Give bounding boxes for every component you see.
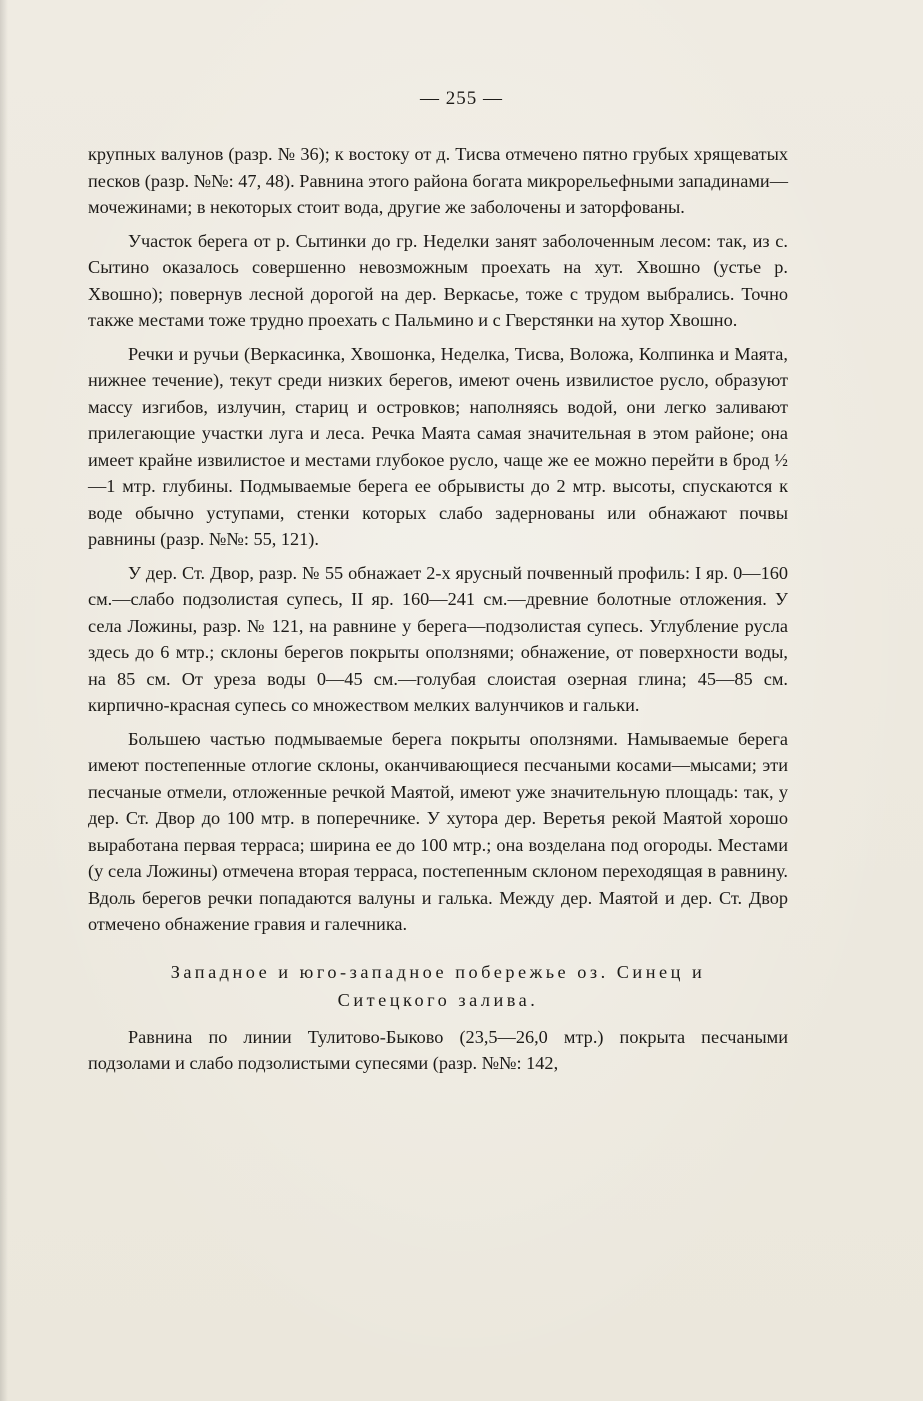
paragraph: Большею частью подмываемые берега покрыты оползнями. Намываемые берега имеют постепенные отлогие склоны, оканчивающиеся песчаными косами—мысами; эти песчаные отмели, отложенные речкой Маятой, имеют уже значительную площадь: так, у дер. Ст. Двор до 100 мтр. в поперечнике. У хутора дер. Веретья рекой Маятой хорошо выработана первая терраса; ширина ее до 100 мтр.; она возделана под огороды. Местами (у села Ложины) отмечена вторая терраса, постепенным склоном переходящая в равнину. Вдоль берегов речки попадаются валуны и галька. Между дер. Маятой и дер. Ст. Двор отмечено обнажение гравия и галечника. [88,728,788,934]
paragraph: Речки и ручьи (Веркасинка, Хвошонка, Неделка, Тисва, Воложа, Колпинка и Маята, нижнее течение), текут среди низких берегов, имеют очень извилистое русло, образуют массу изгибов, излучин, стариц и островков; наполняясь водой, они легко заливают прилегающие участки луга и леса. Речка Маята самая значительная в этом районе; она имеет крайне извилистое и местами глубокое русло, чаще же ее можно перейти в брод ½—1 мтр. глубины. Подмываемые берега ее обрывисты до 2 мтр. высоты, спускаются к воде обычно уступами, стенки которых слабо задернованы или обнажают почвы равнины (разр. №№: 55, 121). [88,343,788,549]
body-text [88,141,788,1084]
page-number: — 255 — [420,88,503,109]
paragraph: Участок берега от р. Сытинки до гр. Неделки занят заболоченным лесом: так, из с. Сытино оказалось совершенно невозможным проехать на хут. Хвошно (устье р. Хвошно); повернув лесной дорогой на дер. Веркасье, тоже с трудом выбрались. Точно также местами тоже трудно проехать с Пальмино и с Гверстянки на хутор Хвошно. [88,230,788,330]
section-paragraph: Равнина по линии Тулитово-Быково (23,5—26,0 мтр.) покрыта песчаными подзолами и слабо подзолистыми супесями (разр. №№: 142, [88,1026,788,1073]
paragraph: У дер. Ст. Двор, разр. № 55 обнажает 2-х ярусный почвенный профиль: I яр. 0—160 см.—слабо подзолистая супесь, II яр. 160—241 см.—древние болотные отложения. У села Ложины, разр. № 121, на равнине у берега—подзолистая супесь. Углубление русла здесь до 6 мтр.; склоны берегов покрыты оползнями; обнажение, от поверхности воды, на 85 см. От уреза воды 0—45 см.—голубая слоистая озерная глина; 45—85 см. кирпично-красная супесь со множеством мелких валунчиков и гальки. [88,562,788,715]
section-heading [88,958,788,1014]
section-heading-line-1: Западное и юго-западное побережье оз. Синец и [170,961,706,982]
section-heading-line-2: Ситецкого залива. [337,989,539,1010]
page-edge-shadow [0,0,8,1401]
paragraph-continuation: крупных валунов (разр. № 36); к востоку от д. Тисва отмечено пятно грубых хрящеватых песков (разр. №№: 47, 48). Равнина этого района богата микрорельефными западинами—мочежинами; в некоторых стоит вода, другие же заболочены и заторфованы. [88,144,788,217]
